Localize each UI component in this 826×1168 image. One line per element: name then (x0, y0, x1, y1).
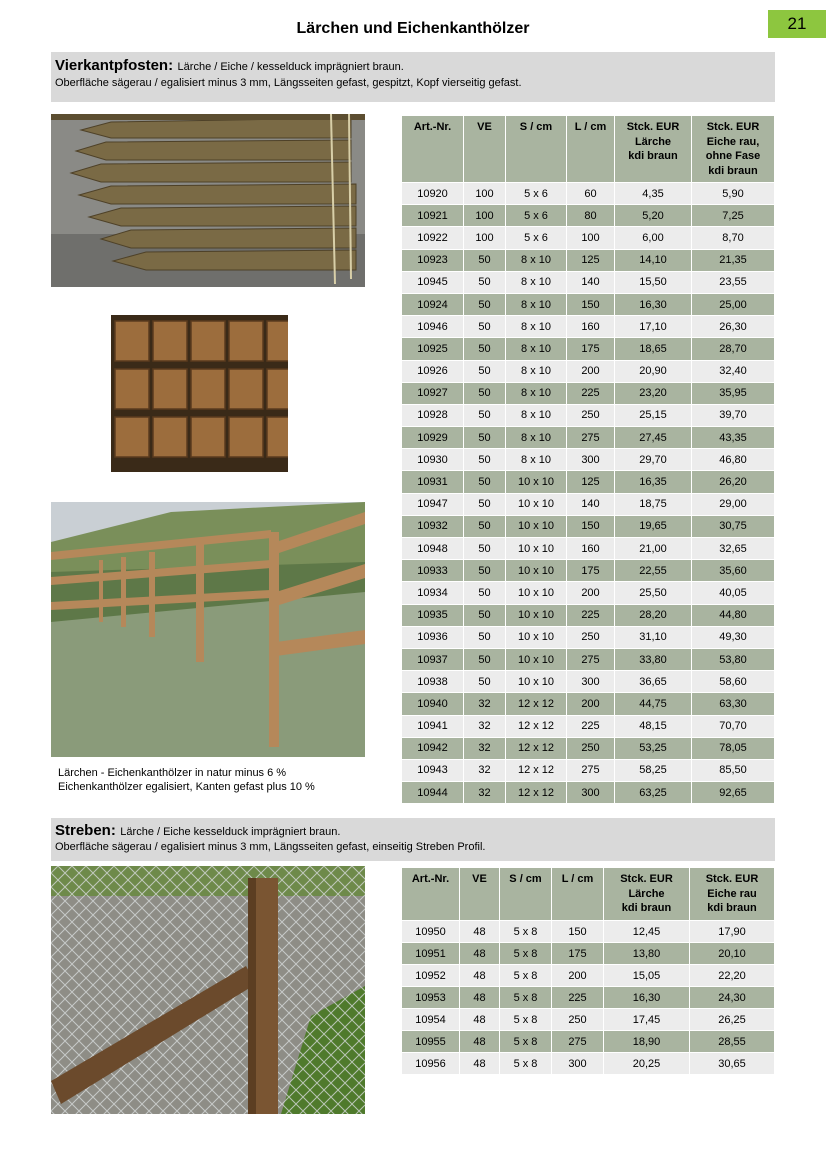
table-cell: 18,75 (615, 493, 692, 515)
vierkant-description: Oberfläche sägerau / egalisiert minus 3 mm, Längsseiten gefast, gespitzt, Kopf vierseitig gefast. (55, 77, 522, 89)
table-cell: 16,30 (615, 293, 692, 315)
table-cell: 275 (567, 648, 615, 670)
table-cell: 5 x 8 (500, 987, 552, 1009)
table-cell: 10927 (402, 382, 464, 404)
table-row (402, 449, 775, 471)
table-cell: 32 (464, 693, 506, 715)
table-cell: 8 x 10 (506, 427, 567, 449)
table-row (402, 338, 775, 360)
caption-line-1: Lärchen - Eichenkanthölzer in natur minus 6 % (58, 767, 287, 779)
table-cell: 8 x 10 (506, 338, 567, 360)
photo-pointed-posts (51, 114, 365, 287)
photo-rail-fence (51, 502, 365, 757)
table-cell: 10944 (402, 782, 464, 804)
table-cell: 10 x 10 (506, 671, 567, 693)
table-cell: 26,20 (692, 471, 775, 493)
table-row (402, 1031, 775, 1053)
column-header: Art.-Nr. (402, 116, 464, 183)
table-row (402, 316, 775, 338)
table-cell: 50 (464, 626, 506, 648)
table-cell: 10920 (402, 183, 464, 205)
table-cell: 26,25 (690, 1009, 775, 1031)
table-row (402, 737, 775, 759)
table-cell: 10946 (402, 316, 464, 338)
table-row (402, 693, 775, 715)
table-cell: 200 (567, 693, 615, 715)
column-header: Stck. EUR Eiche rau, ohne Fase kdi braun (692, 116, 775, 183)
table-cell: 150 (567, 515, 615, 537)
table-cell: 33,80 (615, 648, 692, 670)
table-cell: 275 (567, 759, 615, 781)
table-cell: 58,60 (692, 671, 775, 693)
table-cell: 12 x 12 (506, 715, 567, 737)
table-cell: 50 (464, 404, 506, 426)
table-cell: 175 (552, 943, 604, 965)
column-header: Stck. EUR Eiche rau kdi braun (690, 868, 775, 921)
table-cell: 275 (567, 427, 615, 449)
table-cell: 50 (464, 582, 506, 604)
table-cell: 10937 (402, 648, 464, 670)
table-cell: 5 x 8 (500, 1031, 552, 1053)
table-cell: 48 (460, 921, 500, 943)
table-cell: 160 (567, 316, 615, 338)
streben-description: Oberfläche sägerau / egalisiert minus 3 mm, Längsseiten gefast, einseitig Streben Profil. (55, 841, 486, 853)
table-cell: 31,10 (615, 626, 692, 648)
table-cell: 32,40 (692, 360, 775, 382)
table-cell: 5 x 6 (506, 227, 567, 249)
table-cell: 10945 (402, 271, 464, 293)
table-cell: 22,20 (690, 965, 775, 987)
table-cell: 92,65 (692, 782, 775, 804)
table-cell: 44,75 (615, 693, 692, 715)
table-cell: 23,55 (692, 271, 775, 293)
streben-price-table (401, 867, 775, 1075)
table-cell: 26,30 (692, 316, 775, 338)
table-cell: 17,90 (690, 921, 775, 943)
column-header: Stck. EUR Lärche kdi braun (604, 868, 690, 921)
page-number-badge: 21 (768, 10, 826, 38)
table-cell: 50 (464, 360, 506, 382)
table-cell: 17,10 (615, 316, 692, 338)
table-cell: 80 (567, 205, 615, 227)
table-cell: 5,20 (615, 205, 692, 227)
table-cell: 58,25 (615, 759, 692, 781)
table-cell: 10921 (402, 205, 464, 227)
table-cell: 12 x 12 (506, 737, 567, 759)
table-cell: 21,00 (615, 538, 692, 560)
table-row (402, 987, 775, 1009)
table-cell: 8 x 10 (506, 449, 567, 471)
table-cell: 53,25 (615, 737, 692, 759)
table-cell: 17,45 (604, 1009, 690, 1031)
table-row (402, 671, 775, 693)
table-cell: 30,65 (690, 1053, 775, 1075)
table-cell: 63,25 (615, 782, 692, 804)
table-cell: 300 (567, 671, 615, 693)
table-cell: 39,70 (692, 404, 775, 426)
table-cell: 78,05 (692, 737, 775, 759)
table-cell: 32 (464, 782, 506, 804)
table-row (402, 205, 775, 227)
table-cell: 250 (567, 737, 615, 759)
table-cell: 4,35 (615, 183, 692, 205)
table-row (402, 1053, 775, 1075)
table-cell: 50 (464, 560, 506, 582)
table-cell: 18,90 (604, 1031, 690, 1053)
table-cell: 175 (567, 560, 615, 582)
table-cell: 10 x 10 (506, 560, 567, 582)
table-cell: 48 (460, 965, 500, 987)
table-cell: 50 (464, 671, 506, 693)
table-cell: 10 x 10 (506, 604, 567, 626)
table-cell: 10923 (402, 249, 464, 271)
table-cell: 48 (460, 1053, 500, 1075)
table-cell: 27,45 (615, 427, 692, 449)
column-header: Stck. EUR Lärche kdi braun (615, 116, 692, 183)
table-cell: 250 (567, 404, 615, 426)
table-row (402, 648, 775, 670)
table-cell: 29,00 (692, 493, 775, 515)
table-cell: 10929 (402, 427, 464, 449)
table-cell: 13,80 (604, 943, 690, 965)
table-cell: 10940 (402, 693, 464, 715)
table-cell: 28,20 (615, 604, 692, 626)
table-cell: 43,35 (692, 427, 775, 449)
table-cell: 150 (552, 921, 604, 943)
table-cell: 10926 (402, 360, 464, 382)
table-row (402, 227, 775, 249)
vierkant-subheading: Lärche / Eiche / kesselduck imprägniert braun. (177, 61, 404, 73)
table-cell: 10938 (402, 671, 464, 693)
table-cell: 5 x 8 (500, 921, 552, 943)
table-cell: 28,70 (692, 338, 775, 360)
table-cell: 21,35 (692, 249, 775, 271)
table-cell: 36,65 (615, 671, 692, 693)
table-cell: 300 (567, 449, 615, 471)
table-cell: 10933 (402, 560, 464, 582)
column-header: VE (460, 868, 500, 921)
table-cell: 225 (567, 604, 615, 626)
table-row (402, 183, 775, 205)
column-header: Art.-Nr. (402, 868, 460, 921)
table-cell: 85,50 (692, 759, 775, 781)
table-cell: 48 (460, 943, 500, 965)
table-cell: 225 (567, 715, 615, 737)
table-cell: 14,10 (615, 249, 692, 271)
table-row (402, 271, 775, 293)
table-cell: 29,70 (615, 449, 692, 471)
table-cell: 8 x 10 (506, 249, 567, 271)
table-row (402, 515, 775, 537)
table-cell: 10 x 10 (506, 515, 567, 537)
table-row (402, 626, 775, 648)
table-cell: 10943 (402, 759, 464, 781)
table-cell: 8,70 (692, 227, 775, 249)
photo-strut-post (51, 866, 365, 1114)
streben-subheading: Lärche / Eiche kesselduck imprägniert braun. (120, 826, 341, 838)
table-cell: 100 (464, 227, 506, 249)
table-cell: 5 x 6 (506, 183, 567, 205)
table-cell: 10928 (402, 404, 464, 426)
table-cell: 20,10 (690, 943, 775, 965)
table-cell: 8 x 10 (506, 404, 567, 426)
table-cell: 32 (464, 759, 506, 781)
table-cell: 10948 (402, 538, 464, 560)
table-cell: 50 (464, 338, 506, 360)
table-cell: 10 x 10 (506, 626, 567, 648)
table-cell: 28,55 (690, 1031, 775, 1053)
table-cell: 12 x 12 (506, 693, 567, 715)
table-cell: 20,25 (604, 1053, 690, 1075)
column-header: L / cm (552, 868, 604, 921)
photo-post-ends (111, 315, 288, 472)
table-cell: 49,30 (692, 626, 775, 648)
table-cell: 125 (567, 249, 615, 271)
table-row (402, 965, 775, 987)
table-cell: 10932 (402, 515, 464, 537)
table-row (402, 582, 775, 604)
table-cell: 5,90 (692, 183, 775, 205)
table-row (402, 360, 775, 382)
table-cell: 100 (567, 227, 615, 249)
table-cell: 100 (464, 183, 506, 205)
table-cell: 10954 (402, 1009, 460, 1031)
table-cell: 10951 (402, 943, 460, 965)
table-cell: 32 (464, 715, 506, 737)
table-cell: 5 x 8 (500, 1053, 552, 1075)
table-cell: 8 x 10 (506, 360, 567, 382)
table-cell: 48 (460, 1031, 500, 1053)
table-cell: 10 x 10 (506, 493, 567, 515)
table-cell: 7,25 (692, 205, 775, 227)
table-cell: 225 (567, 382, 615, 404)
table-row (402, 427, 775, 449)
table-cell: 16,30 (604, 987, 690, 1009)
table-cell: 275 (552, 1031, 604, 1053)
table-row (402, 471, 775, 493)
table-cell: 10924 (402, 293, 464, 315)
table-cell: 160 (567, 538, 615, 560)
table-row (402, 293, 775, 315)
table-cell: 200 (552, 965, 604, 987)
table-cell: 10 x 10 (506, 538, 567, 560)
table-row (402, 782, 775, 804)
table-cell: 10953 (402, 987, 460, 1009)
table-cell: 300 (567, 782, 615, 804)
table-cell: 35,95 (692, 382, 775, 404)
table-cell: 175 (567, 338, 615, 360)
page-title: Lärchen und Eichenkanthölzer (296, 20, 530, 37)
table-row (402, 759, 775, 781)
table-cell: 10922 (402, 227, 464, 249)
table-cell: 44,80 (692, 604, 775, 626)
column-header: L / cm (567, 116, 615, 183)
table-cell: 32,65 (692, 538, 775, 560)
table-cell: 46,80 (692, 449, 775, 471)
table-cell: 10956 (402, 1053, 460, 1075)
table-cell: 5 x 6 (506, 205, 567, 227)
table-cell: 50 (464, 493, 506, 515)
table-cell: 8 x 10 (506, 293, 567, 315)
table-cell: 50 (464, 427, 506, 449)
vierkant-header-row (402, 116, 775, 183)
table-cell: 50 (464, 449, 506, 471)
table-cell: 23,20 (615, 382, 692, 404)
table-cell: 18,65 (615, 338, 692, 360)
table-cell: 16,35 (615, 471, 692, 493)
vierkant-header-band (51, 52, 775, 102)
table-cell: 35,60 (692, 560, 775, 582)
table-cell: 12 x 12 (506, 759, 567, 781)
table-cell: 250 (552, 1009, 604, 1031)
table-cell: 50 (464, 271, 506, 293)
table-cell: 53,80 (692, 648, 775, 670)
table-row (402, 921, 775, 943)
streben-heading: Streben: (55, 822, 116, 839)
table-cell: 8 x 10 (506, 271, 567, 293)
vierkant-heading: Vierkantpfosten: (55, 57, 174, 74)
table-cell: 15,05 (604, 965, 690, 987)
table-cell: 140 (567, 493, 615, 515)
table-row (402, 382, 775, 404)
table-cell: 100 (464, 205, 506, 227)
table-cell: 10950 (402, 921, 460, 943)
table-cell: 19,65 (615, 515, 692, 537)
streben-header-band (51, 818, 775, 861)
caption-line-2: Eichenkanthölzer egalisiert, Kanten gefast plus 10 % (58, 781, 315, 793)
table-row (402, 1009, 775, 1031)
table-cell: 6,00 (615, 227, 692, 249)
table-cell: 15,50 (615, 271, 692, 293)
table-cell: 10955 (402, 1031, 460, 1053)
table-row (402, 493, 775, 515)
table-row (402, 560, 775, 582)
table-cell: 48 (460, 1009, 500, 1031)
table-cell: 10931 (402, 471, 464, 493)
table-cell: 63,30 (692, 693, 775, 715)
table-cell: 48 (460, 987, 500, 1009)
streben-table-body (402, 921, 775, 1075)
table-cell: 10934 (402, 582, 464, 604)
table-cell: 50 (464, 648, 506, 670)
column-header: S / cm (506, 116, 567, 183)
table-cell: 10 x 10 (506, 648, 567, 670)
table-cell: 10941 (402, 715, 464, 737)
table-cell: 40,05 (692, 582, 775, 604)
table-cell: 12,45 (604, 921, 690, 943)
table-row (402, 249, 775, 271)
table-cell: 125 (567, 471, 615, 493)
table-cell: 60 (567, 183, 615, 205)
table-cell: 30,75 (692, 515, 775, 537)
table-cell: 200 (567, 360, 615, 382)
vierkant-caption (58, 766, 315, 794)
table-cell: 10936 (402, 626, 464, 648)
table-cell: 150 (567, 293, 615, 315)
table-cell: 50 (464, 515, 506, 537)
table-cell: 5 x 8 (500, 965, 552, 987)
table-cell: 10 x 10 (506, 582, 567, 604)
table-cell: 20,90 (615, 360, 692, 382)
table-cell: 10952 (402, 965, 460, 987)
table-cell: 225 (552, 987, 604, 1009)
table-cell: 50 (464, 538, 506, 560)
streben-header-row (402, 868, 775, 921)
table-cell: 24,30 (690, 987, 775, 1009)
table-cell: 5 x 8 (500, 1009, 552, 1031)
table-cell: 25,00 (692, 293, 775, 315)
table-cell: 50 (464, 471, 506, 493)
table-row (402, 604, 775, 626)
table-cell: 32 (464, 737, 506, 759)
table-cell: 10947 (402, 493, 464, 515)
table-cell: 25,15 (615, 404, 692, 426)
vierkant-price-table (401, 115, 775, 804)
table-cell: 70,70 (692, 715, 775, 737)
table-cell: 12 x 12 (506, 782, 567, 804)
table-row (402, 404, 775, 426)
table-cell: 22,55 (615, 560, 692, 582)
table-cell: 300 (552, 1053, 604, 1075)
table-row (402, 715, 775, 737)
table-cell: 8 x 10 (506, 316, 567, 338)
table-cell: 5 x 8 (500, 943, 552, 965)
table-cell: 10935 (402, 604, 464, 626)
table-cell: 50 (464, 249, 506, 271)
table-cell: 50 (464, 382, 506, 404)
table-cell: 25,50 (615, 582, 692, 604)
table-row (402, 538, 775, 560)
vierkant-table-body (402, 183, 775, 804)
table-cell: 10942 (402, 737, 464, 759)
column-header: VE (464, 116, 506, 183)
table-cell: 50 (464, 316, 506, 338)
table-row (402, 943, 775, 965)
table-cell: 50 (464, 293, 506, 315)
table-cell: 140 (567, 271, 615, 293)
table-cell: 10930 (402, 449, 464, 471)
table-cell: 10 x 10 (506, 471, 567, 493)
table-cell: 200 (567, 582, 615, 604)
table-cell: 250 (567, 626, 615, 648)
table-cell: 8 x 10 (506, 382, 567, 404)
table-cell: 10925 (402, 338, 464, 360)
table-cell: 48,15 (615, 715, 692, 737)
table-cell: 50 (464, 604, 506, 626)
column-header: S / cm (500, 868, 552, 921)
